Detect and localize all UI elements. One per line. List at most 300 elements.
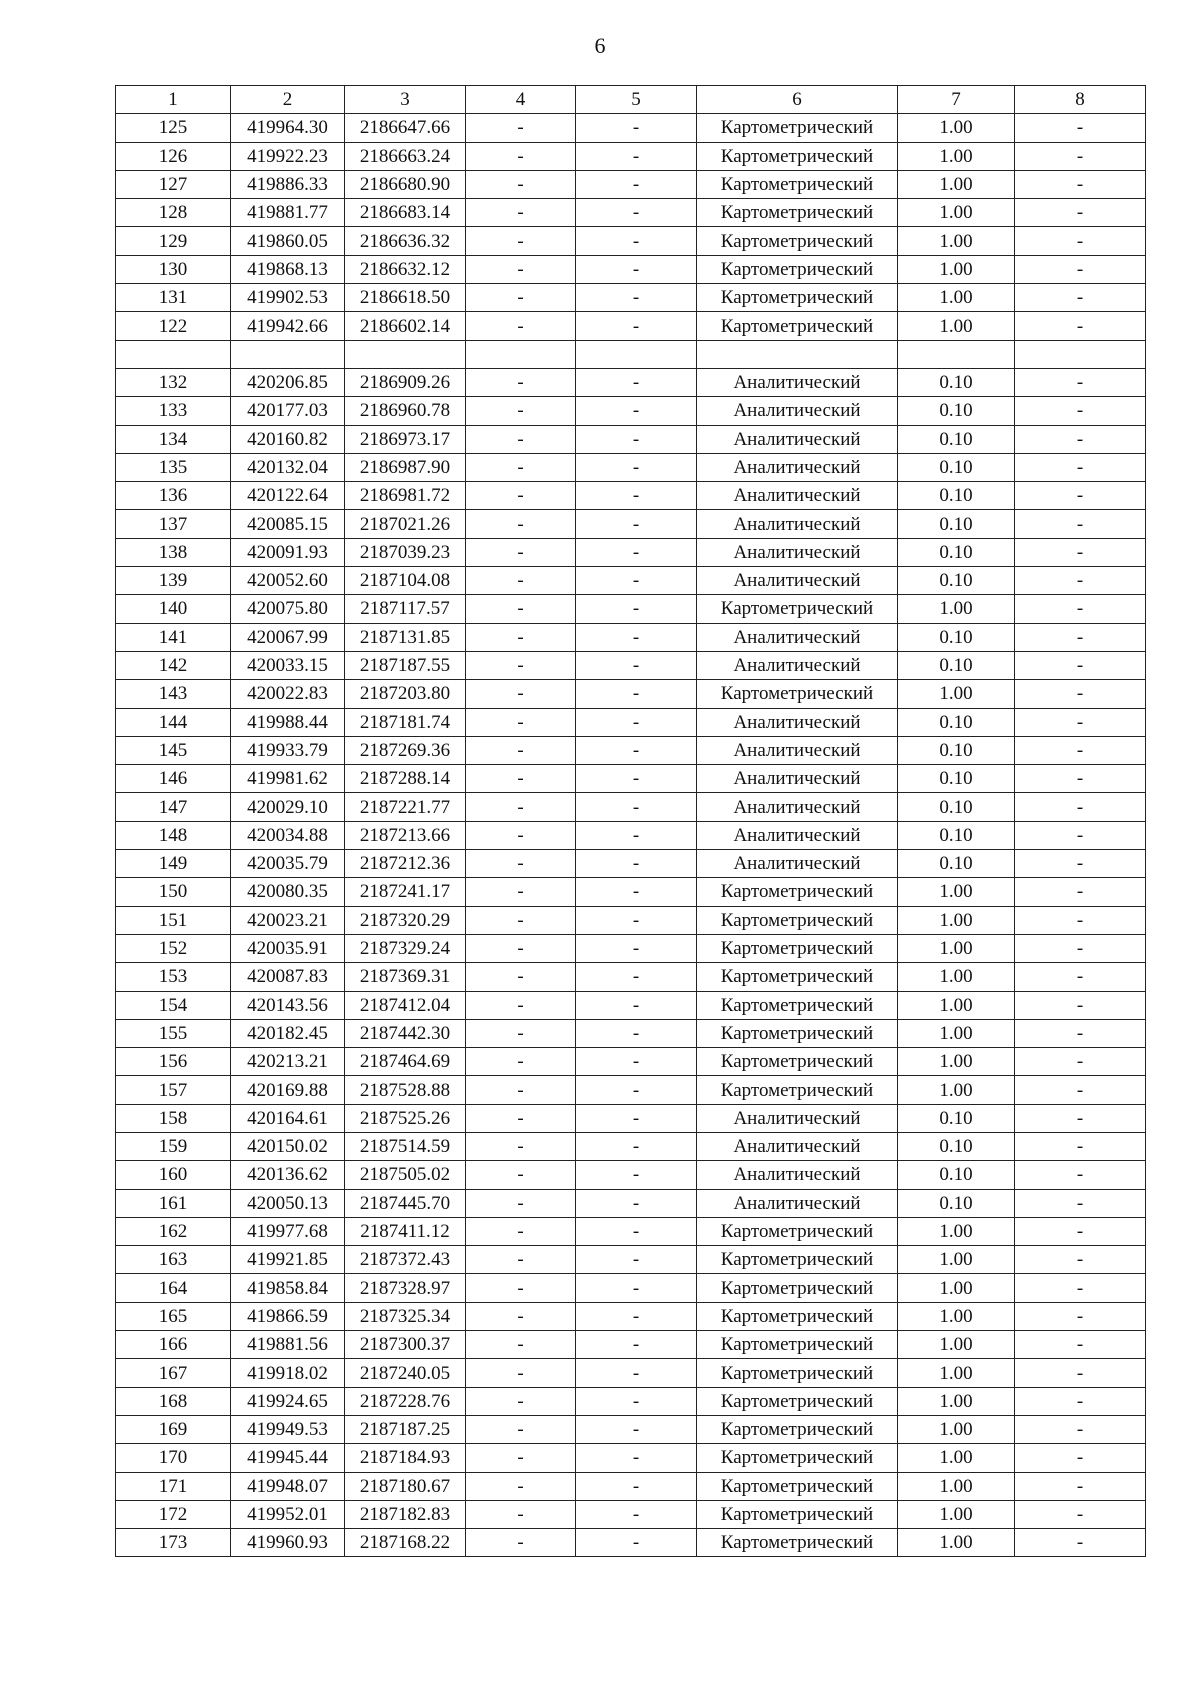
table-cell: 151 [116, 906, 231, 934]
table-cell: 2187514.59 [345, 1132, 466, 1160]
table-cell: - [576, 850, 697, 878]
table-cell: - [576, 1500, 697, 1528]
table-cell: - [576, 1302, 697, 1330]
table-row [116, 199, 1146, 227]
table-cell: 2187442.30 [345, 1019, 466, 1047]
table-cell: 152 [116, 934, 231, 962]
table-cell: 139 [116, 567, 231, 595]
table-cell: - [466, 142, 576, 170]
table-cell: - [1015, 284, 1146, 312]
table-cell: - [576, 227, 697, 255]
table-cell: 420177.03 [231, 397, 345, 425]
table-cell: 2187369.31 [345, 963, 466, 991]
table-cell: 2187269.36 [345, 736, 466, 764]
table-row [116, 284, 1146, 312]
table-cell: 1.00 [898, 595, 1015, 623]
table-row [116, 1387, 1146, 1415]
table-row [116, 538, 1146, 566]
table-cell: 420023.21 [231, 906, 345, 934]
table-cell: - [576, 1189, 697, 1217]
table-cell: 169 [116, 1415, 231, 1443]
table-cell: 2187187.25 [345, 1415, 466, 1443]
table-cell: 419868.13 [231, 255, 345, 283]
table-cell: 419886.33 [231, 170, 345, 198]
table-cell: 419924.65 [231, 1387, 345, 1415]
table-cell: - [1015, 1189, 1146, 1217]
table-row [116, 453, 1146, 481]
table-cell: - [1015, 1500, 1146, 1528]
table-cell: - [466, 623, 576, 651]
table-cell: 0.10 [898, 1104, 1015, 1132]
table-cell: 145 [116, 736, 231, 764]
table-cell: 420213.21 [231, 1048, 345, 1076]
table-cell: 1.00 [898, 1529, 1015, 1557]
table-cell: - [466, 1472, 576, 1500]
table-cell: - [576, 793, 697, 821]
table-cell: 419933.79 [231, 736, 345, 764]
table-cell: Аналитический [697, 482, 898, 510]
table-cell: - [576, 1076, 697, 1104]
table-cell: 2187372.43 [345, 1246, 466, 1274]
table-cell: Картометрический [697, 170, 898, 198]
table-row [116, 1189, 1146, 1217]
table-cell: - [1015, 708, 1146, 736]
table-cell: Аналитический [697, 1132, 898, 1160]
table-cell: 419918.02 [231, 1359, 345, 1387]
table-cell: - [576, 736, 697, 764]
table-cell: 420035.79 [231, 850, 345, 878]
table-cell: 2187184.93 [345, 1444, 466, 1472]
table-row [116, 1246, 1146, 1274]
table-cell: - [466, 934, 576, 962]
table-cell: 0.10 [898, 1189, 1015, 1217]
table-cell: 129 [116, 227, 231, 255]
table-cell: - [1015, 736, 1146, 764]
table-cell: - [576, 821, 697, 849]
table-cell: - [466, 368, 576, 396]
table-cell: 147 [116, 793, 231, 821]
table-cell: - [576, 1415, 697, 1443]
table-cell: 130 [116, 255, 231, 283]
table-cell: - [576, 1331, 697, 1359]
table-cell: Картометрический [697, 1019, 898, 1047]
table-cell: 2186636.32 [345, 227, 466, 255]
table-cell: Картометрический [697, 1048, 898, 1076]
table-cell: 2187131.85 [345, 623, 466, 651]
table-cell: - [576, 142, 697, 170]
header-cell: 6 [697, 86, 898, 114]
table-cell: 2187241.17 [345, 878, 466, 906]
table-cell: 0.10 [898, 793, 1015, 821]
table-cell: - [576, 482, 697, 510]
table-cell: 420080.35 [231, 878, 345, 906]
table-row [116, 1048, 1146, 1076]
table-cell: - [576, 878, 697, 906]
table-cell: - [576, 963, 697, 991]
table-row [116, 1529, 1146, 1557]
table-cell: - [466, 1415, 576, 1443]
table-cell [576, 340, 697, 368]
table-cell: - [576, 1161, 697, 1189]
table-cell: - [576, 651, 697, 679]
table-cell [231, 340, 345, 368]
table-cell: 420085.15 [231, 510, 345, 538]
table-cell: - [1015, 651, 1146, 679]
table-row [116, 651, 1146, 679]
table-row [116, 1415, 1146, 1443]
table-cell: - [466, 255, 576, 283]
table-cell: 420052.60 [231, 567, 345, 595]
table-cell: 153 [116, 963, 231, 991]
table-cell: 2187228.76 [345, 1387, 466, 1415]
table-cell: 158 [116, 1104, 231, 1132]
table-cell: - [1015, 1415, 1146, 1443]
table-cell: 1.00 [898, 255, 1015, 283]
table-cell: 1.00 [898, 170, 1015, 198]
table-row [116, 878, 1146, 906]
table-row [116, 1161, 1146, 1189]
table-cell: 420075.80 [231, 595, 345, 623]
table-cell: - [466, 482, 576, 510]
table-cell: Картометрический [697, 878, 898, 906]
table-cell: - [1015, 991, 1146, 1019]
table-cell: 419981.62 [231, 765, 345, 793]
table-cell: 0.10 [898, 453, 1015, 481]
table-cell: 2187187.55 [345, 651, 466, 679]
table-cell: 2187329.24 [345, 934, 466, 962]
table-cell: 420150.02 [231, 1132, 345, 1160]
table-cell: - [466, 227, 576, 255]
table-cell: 1.00 [898, 1331, 1015, 1359]
table-cell: - [1015, 538, 1146, 566]
table-cell: - [466, 595, 576, 623]
table-cell: 127 [116, 170, 231, 198]
table-cell: Картометрический [697, 1076, 898, 1104]
table-cell: - [1015, 142, 1146, 170]
table-cell [466, 340, 576, 368]
table-cell: - [576, 1132, 697, 1160]
table-cell: Картометрический [697, 1500, 898, 1528]
table-cell: 144 [116, 708, 231, 736]
header-cell: 8 [1015, 86, 1146, 114]
table-cell: 1.00 [898, 1359, 1015, 1387]
table-cell: Картометрический [697, 1274, 898, 1302]
table-cell: - [466, 510, 576, 538]
table-cell: 137 [116, 510, 231, 538]
table-cell: 419945.44 [231, 1444, 345, 1472]
table-cell: - [1015, 1076, 1146, 1104]
header-cell: 1 [116, 86, 231, 114]
table-row [116, 1500, 1146, 1528]
table-cell: - [466, 1387, 576, 1415]
table-row [116, 1274, 1146, 1302]
table-cell: 1.00 [898, 1217, 1015, 1245]
table-row [116, 170, 1146, 198]
table-cell: - [466, 708, 576, 736]
table-cell: - [1015, 850, 1146, 878]
header-cell: 3 [345, 86, 466, 114]
table-cell: 0.10 [898, 368, 1015, 396]
table-cell: - [576, 114, 697, 142]
table-row [116, 1331, 1146, 1359]
table-cell: Аналитический [697, 793, 898, 821]
table-cell: - [466, 1048, 576, 1076]
table-cell: 420182.45 [231, 1019, 345, 1047]
table-cell: - [576, 991, 697, 1019]
table-cell: - [576, 312, 697, 340]
table-cell: - [466, 1500, 576, 1528]
table-cell: Картометрический [697, 991, 898, 1019]
table-row [116, 227, 1146, 255]
table-cell: 134 [116, 425, 231, 453]
table-cell: - [466, 1019, 576, 1047]
table-cell: 0.10 [898, 567, 1015, 595]
table-cell: 2186602.14 [345, 312, 466, 340]
table-cell: 1.00 [898, 1048, 1015, 1076]
table-cell: 2187213.66 [345, 821, 466, 849]
table-cell: - [466, 821, 576, 849]
table-cell: - [1015, 1104, 1146, 1132]
table-cell: - [1015, 453, 1146, 481]
table-cell: - [576, 1217, 697, 1245]
table-cell: - [466, 906, 576, 934]
table-cell: 2186987.90 [345, 453, 466, 481]
table-cell: 132 [116, 368, 231, 396]
table-cell: 126 [116, 142, 231, 170]
table-cell: 420122.64 [231, 482, 345, 510]
coordinates-table [115, 85, 1146, 1557]
table-cell: - [576, 284, 697, 312]
table-cell: 2187240.05 [345, 1359, 466, 1387]
table-cell: - [1015, 1217, 1146, 1245]
table-cell: - [466, 1302, 576, 1330]
table-cell: 165 [116, 1302, 231, 1330]
table-cell: - [466, 1359, 576, 1387]
table-cell: Картометрический [697, 963, 898, 991]
table-cell: 420136.62 [231, 1161, 345, 1189]
table-cell: - [576, 397, 697, 425]
table-cell: 133 [116, 397, 231, 425]
table-cell: 2186683.14 [345, 199, 466, 227]
table-cell: - [466, 651, 576, 679]
table-cell: 2186680.90 [345, 170, 466, 198]
table-cell [116, 340, 231, 368]
table-row [116, 765, 1146, 793]
table-cell: 419881.77 [231, 199, 345, 227]
table-cell: - [466, 963, 576, 991]
table-cell: 1.00 [898, 1415, 1015, 1443]
table-cell: Картометрический [697, 595, 898, 623]
table-cell: Аналитический [697, 538, 898, 566]
table-row [116, 906, 1146, 934]
table-cell: 143 [116, 680, 231, 708]
table-cell: 2187328.97 [345, 1274, 466, 1302]
table-cell: - [576, 1274, 697, 1302]
table-cell: - [1015, 1529, 1146, 1557]
table-cell: - [1015, 397, 1146, 425]
table-cell: - [466, 878, 576, 906]
table-cell: - [1015, 1274, 1146, 1302]
table-row [116, 934, 1146, 962]
table-cell: 2187180.67 [345, 1472, 466, 1500]
table-row [116, 368, 1146, 396]
table-cell: - [1015, 1359, 1146, 1387]
table-cell: 157 [116, 1076, 231, 1104]
table-cell: 2187505.02 [345, 1161, 466, 1189]
table-cell: - [576, 1246, 697, 1274]
table-cell: 419949.53 [231, 1415, 345, 1443]
table-cell: Аналитический [697, 1104, 898, 1132]
table-row [116, 567, 1146, 595]
table-cell: 150 [116, 878, 231, 906]
table-cell: 2187412.04 [345, 991, 466, 1019]
table-cell: - [576, 170, 697, 198]
table-cell: 0.10 [898, 736, 1015, 764]
table-cell: 156 [116, 1048, 231, 1076]
table-cell: Картометрический [697, 1359, 898, 1387]
table-cell: - [466, 1444, 576, 1472]
table-cell: 163 [116, 1246, 231, 1274]
table-cell: - [466, 991, 576, 1019]
table-cell: - [1015, 623, 1146, 651]
table-cell: 1.00 [898, 1387, 1015, 1415]
table-cell: - [466, 765, 576, 793]
table-cell: 1.00 [898, 1246, 1015, 1274]
table-row [116, 482, 1146, 510]
table-cell [345, 340, 466, 368]
table-cell: 420143.56 [231, 991, 345, 1019]
table-cell: 125 [116, 114, 231, 142]
table-cell: - [466, 114, 576, 142]
table-cell: - [1015, 963, 1146, 991]
table-cell: 2187203.80 [345, 680, 466, 708]
table-cell: 2186960.78 [345, 397, 466, 425]
table-cell: Аналитический [697, 708, 898, 736]
table-cell: 1.00 [898, 284, 1015, 312]
table-cell: 1.00 [898, 1274, 1015, 1302]
table-cell: 0.10 [898, 425, 1015, 453]
table-cell: 0.10 [898, 538, 1015, 566]
table-row [116, 1076, 1146, 1104]
table-cell: 420164.61 [231, 1104, 345, 1132]
table-cell: Картометрический [697, 284, 898, 312]
table-cell: 1.00 [898, 934, 1015, 962]
table-cell: 1.00 [898, 878, 1015, 906]
table-cell: Картометрический [697, 142, 898, 170]
table-cell: - [576, 1387, 697, 1415]
table-cell: 419921.85 [231, 1246, 345, 1274]
table-cell: - [1015, 1472, 1146, 1500]
table-cell: Картометрический [697, 1444, 898, 1472]
table-cell: - [576, 934, 697, 962]
table-cell: - [576, 623, 697, 651]
table-cell: 2187445.70 [345, 1189, 466, 1217]
table-cell: Картометрический [697, 1415, 898, 1443]
table-cell: 1.00 [898, 142, 1015, 170]
table-cell: 166 [116, 1331, 231, 1359]
table-cell: 173 [116, 1529, 231, 1557]
table-cell: 2186647.66 [345, 114, 466, 142]
table-cell: 419988.44 [231, 708, 345, 736]
table-cell: 159 [116, 1132, 231, 1160]
table-cell: 419942.66 [231, 312, 345, 340]
table-cell: 1.00 [898, 114, 1015, 142]
table-cell: 149 [116, 850, 231, 878]
table-cell: Картометрический [697, 1529, 898, 1557]
table-cell: - [1015, 368, 1146, 396]
table-cell: - [466, 1274, 576, 1302]
table-cell: 2187528.88 [345, 1076, 466, 1104]
table-cell: Аналитический [697, 567, 898, 595]
table-cell: - [466, 170, 576, 198]
table-row [116, 680, 1146, 708]
table-cell: - [1015, 227, 1146, 255]
table-cell: - [466, 538, 576, 566]
table-row [116, 1444, 1146, 1472]
table-row [116, 1472, 1146, 1500]
table-cell: - [1015, 255, 1146, 283]
table-cell: - [466, 1217, 576, 1245]
table-cell: 419977.68 [231, 1217, 345, 1245]
table-row [116, 821, 1146, 849]
table-cell [1015, 340, 1146, 368]
table-cell: - [466, 425, 576, 453]
table-cell: Аналитический [697, 425, 898, 453]
table-cell: Картометрический [697, 680, 898, 708]
header-cell: 5 [576, 86, 697, 114]
table-cell: 2187212.36 [345, 850, 466, 878]
table-cell: 1.00 [898, 199, 1015, 227]
table-cell: - [576, 1104, 697, 1132]
table-cell: 1.00 [898, 1076, 1015, 1104]
table-cell: 420132.04 [231, 453, 345, 481]
table-cell: 420160.82 [231, 425, 345, 453]
table-cell: 420035.91 [231, 934, 345, 962]
table-cell: - [466, 850, 576, 878]
table-cell: Картометрический [697, 114, 898, 142]
table-cell: 1.00 [898, 1500, 1015, 1528]
table-cell: 420034.88 [231, 821, 345, 849]
table-cell: 2187525.26 [345, 1104, 466, 1132]
table-row [116, 1217, 1146, 1245]
table-cell: 1.00 [898, 963, 1015, 991]
table-cell: Аналитический [697, 850, 898, 878]
table-cell: Картометрический [697, 906, 898, 934]
table-cell: Аналитический [697, 736, 898, 764]
table-cell: - [466, 284, 576, 312]
table-cell: 1.00 [898, 991, 1015, 1019]
table-cell: Картометрический [697, 255, 898, 283]
table-cell: 2187182.83 [345, 1500, 466, 1528]
table-cell: 419902.53 [231, 284, 345, 312]
table-row [116, 425, 1146, 453]
table-cell: - [576, 1048, 697, 1076]
header-row [116, 86, 1146, 114]
table-row [116, 708, 1146, 736]
table-cell: 419922.23 [231, 142, 345, 170]
table-cell: Аналитический [697, 623, 898, 651]
table-cell: 170 [116, 1444, 231, 1472]
table-cell: 2186632.12 [345, 255, 466, 283]
header-cell: 7 [898, 86, 1015, 114]
table-cell: - [1015, 510, 1146, 538]
table-cell: 0.10 [898, 1132, 1015, 1160]
table-row [116, 991, 1146, 1019]
table-cell: Аналитический [697, 397, 898, 425]
table-cell: 1.00 [898, 312, 1015, 340]
table-cell: 0.10 [898, 765, 1015, 793]
table-cell: Аналитический [697, 368, 898, 396]
